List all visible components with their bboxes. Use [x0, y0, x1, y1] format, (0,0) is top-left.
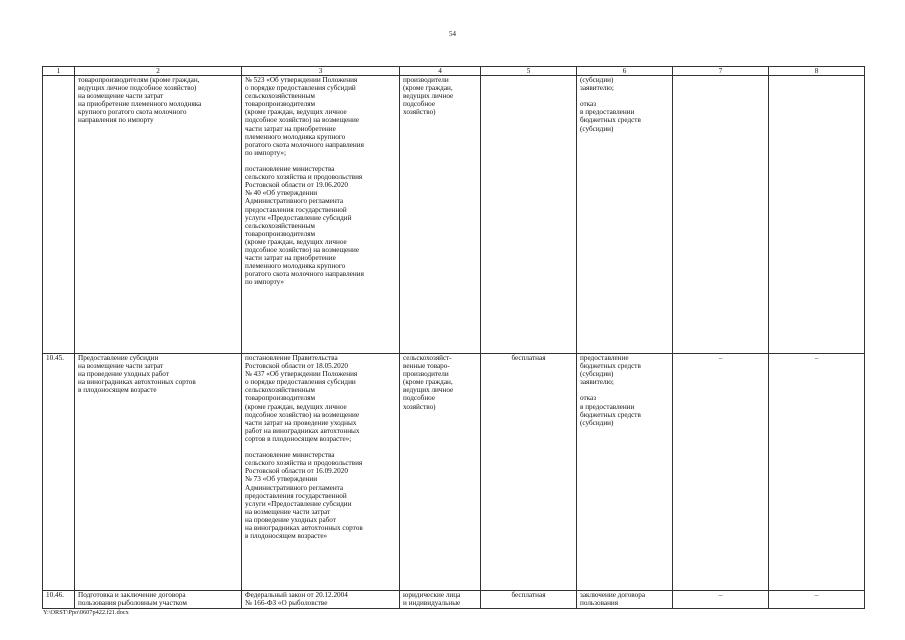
header-cell: 7: [673, 67, 769, 76]
header-row: [43, 67, 865, 76]
service-name: Предоставление субсидии на возмещение части затрат на проведение уходных работ на виноградниках автохтонных сортов в плодоносящем возрасте: [75, 354, 242, 591]
legal-basis: № 523 «Об утверждении Положения о порядке предоставления субсидий сельскохозяйственным товаропроизводителям (кроме граждан, ведущих личное подсобное хозяйство) на возмещение части затрат на приобретение племенного молодняка крупного рогатого скота молочного направления по импорту»; постановление министерства сельского хозяйства и продовольствия Ростовской области от 19.06.2020 № 40 «Об утверждении Административного регламента предоставления государственной услуги «Предоставление субсидий сельскохозяйственным товаропроизводителям (кроме граждан, ведущих личное подсобное хозяйство) на возмещение части затрат на приобретение племенного молодняка крупного рогатого скота молочного направления по импорту»: [242, 76, 400, 354]
col7: [673, 76, 769, 354]
row-number: 10.46.: [43, 591, 75, 609]
result: предоставление бюджетных средств (субсидии) заявителю; отказ в предоставлении бюджетных средств (субсидии): [577, 354, 673, 591]
legal-basis: постановление Правительства Ростовской области от 18.05.2020 № 437 «Об утверждении Положения о порядке предоставления субсидии сельскохозяйственным товаропроизводителям (кроме граждан, ведущих личное подсобное хозяйство) на возмещение части затрат на проведение уходных работ на виноградниках автохтонных сортов в плодоносящем возрасте»; постановление министерства сельского хозяйства и продовольствия Ростовской области от 16.09.2020 № 73 «Об утверждении Административного регламента предоставления государственной услуги «Предоставление субсидии на возмещение части затрат на проведение уходных работ на виноградниках автохтонных сортов в плодоносящем возрасте»: [242, 354, 400, 591]
header-cell: 4: [400, 67, 481, 76]
recipients: юридические лица и индивидуальные: [400, 591, 481, 609]
row-number: 10.45.: [43, 354, 75, 591]
recipients: сельскохозяйст- венные товаро- производители (кроме граждан, ведущих личное подсобное хозяйство): [400, 354, 481, 591]
service-name: Подготовка и заключение договора пользования рыболовным участком: [75, 591, 242, 609]
payment: бесплатная: [481, 354, 577, 591]
header-cell: 6: [577, 67, 673, 76]
header-cell: 3: [242, 67, 400, 76]
header-cell: 8: [769, 67, 865, 76]
col7: –: [673, 354, 769, 591]
header-cell: 1: [43, 67, 75, 76]
service-name: товаропроизводителям (кроме граждан, ведущих личное подсобное хозяйство) на возмещение части затрат на приобретение племенного молодняка крупного рогатого скота молочного направления по импорту: [75, 76, 242, 354]
col8: [769, 76, 865, 354]
payment: бесплатная: [481, 591, 577, 609]
table-row: [43, 354, 865, 591]
legal-basis: Федеральный закон от 20.12.2004 № 166-ФЗ «О рыболовстве: [242, 591, 400, 609]
col7: –: [673, 591, 769, 609]
services-table: [42, 66, 865, 609]
result: заключение договора пользования: [577, 591, 673, 609]
table-row: [43, 76, 865, 354]
col8: –: [769, 591, 865, 609]
col8: –: [769, 354, 865, 591]
page-number: 54: [449, 30, 456, 38]
footer-file-path: Y:\ORST\Ppo\0607p422.f21.docx: [43, 609, 129, 616]
recipients: производители (кроме граждан, ведущих личное подсобное хозяйство): [400, 76, 481, 354]
header-cell: 2: [75, 67, 242, 76]
row-number: [43, 76, 75, 354]
result: (субсидии) заявителю; отказ в предоставлении бюджетных средств (субсидии): [577, 76, 673, 354]
table-row: [43, 591, 865, 609]
payment: [481, 76, 577, 354]
header-cell: 5: [481, 67, 577, 76]
